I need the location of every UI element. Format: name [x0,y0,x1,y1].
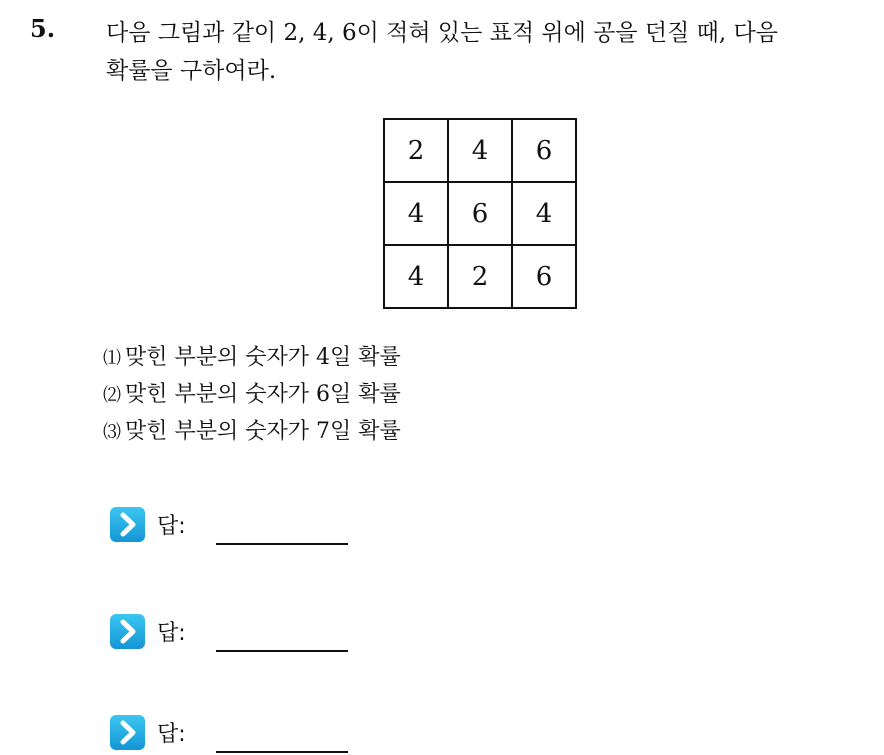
question-line-2: 확률을 구하여라. [106,58,277,84]
grid-cell: 2 [384,119,448,182]
chevron-right-icon [110,507,145,542]
grid-row [384,182,576,245]
grid-cell: 6 [448,182,512,245]
grid-cell: 4 [512,182,576,245]
subquestion-list [103,340,401,451]
answer-label: 답: [157,514,186,539]
subquestion-2 [103,377,401,414]
subquestion-number: ⑴ [103,348,121,369]
grid-cell: 4 [384,182,448,245]
chevron-right-icon [110,614,145,649]
answer-label: 답: [157,722,186,747]
question-text [106,14,871,90]
grid-row [384,119,576,182]
answer-label: 답: [157,621,186,646]
grid-cell: 2 [448,245,512,308]
answer-blank[interactable] [216,543,348,545]
grid-cell: 6 [512,119,576,182]
chevron-right-icon [110,715,145,750]
answer-blank[interactable] [216,650,348,652]
subquestion-number: ⑶ [103,422,121,443]
subquestion-text: 맞힌 부분의 숫자가 7일 확률 [125,419,401,444]
problem-number: 5. [30,14,56,43]
grid-cell: 4 [448,119,512,182]
subquestion-3 [103,414,401,451]
grid-cell: 4 [384,245,448,308]
question-line-1: 다음 그림과 같이 2, 4, 6이 적혀 있는 표적 위에 공을 던질 때, 다음 [106,20,778,46]
grid-row [384,245,576,308]
subquestion-number: ⑵ [103,385,121,406]
target-grid [383,118,577,309]
grid-cell: 6 [512,245,576,308]
subquestion-text: 맞힌 부분의 숫자가 6일 확률 [125,382,401,407]
subquestion-text: 맞힌 부분의 숫자가 4일 확률 [125,345,401,370]
subquestion-1 [103,340,401,377]
answer-blank[interactable] [216,751,348,753]
